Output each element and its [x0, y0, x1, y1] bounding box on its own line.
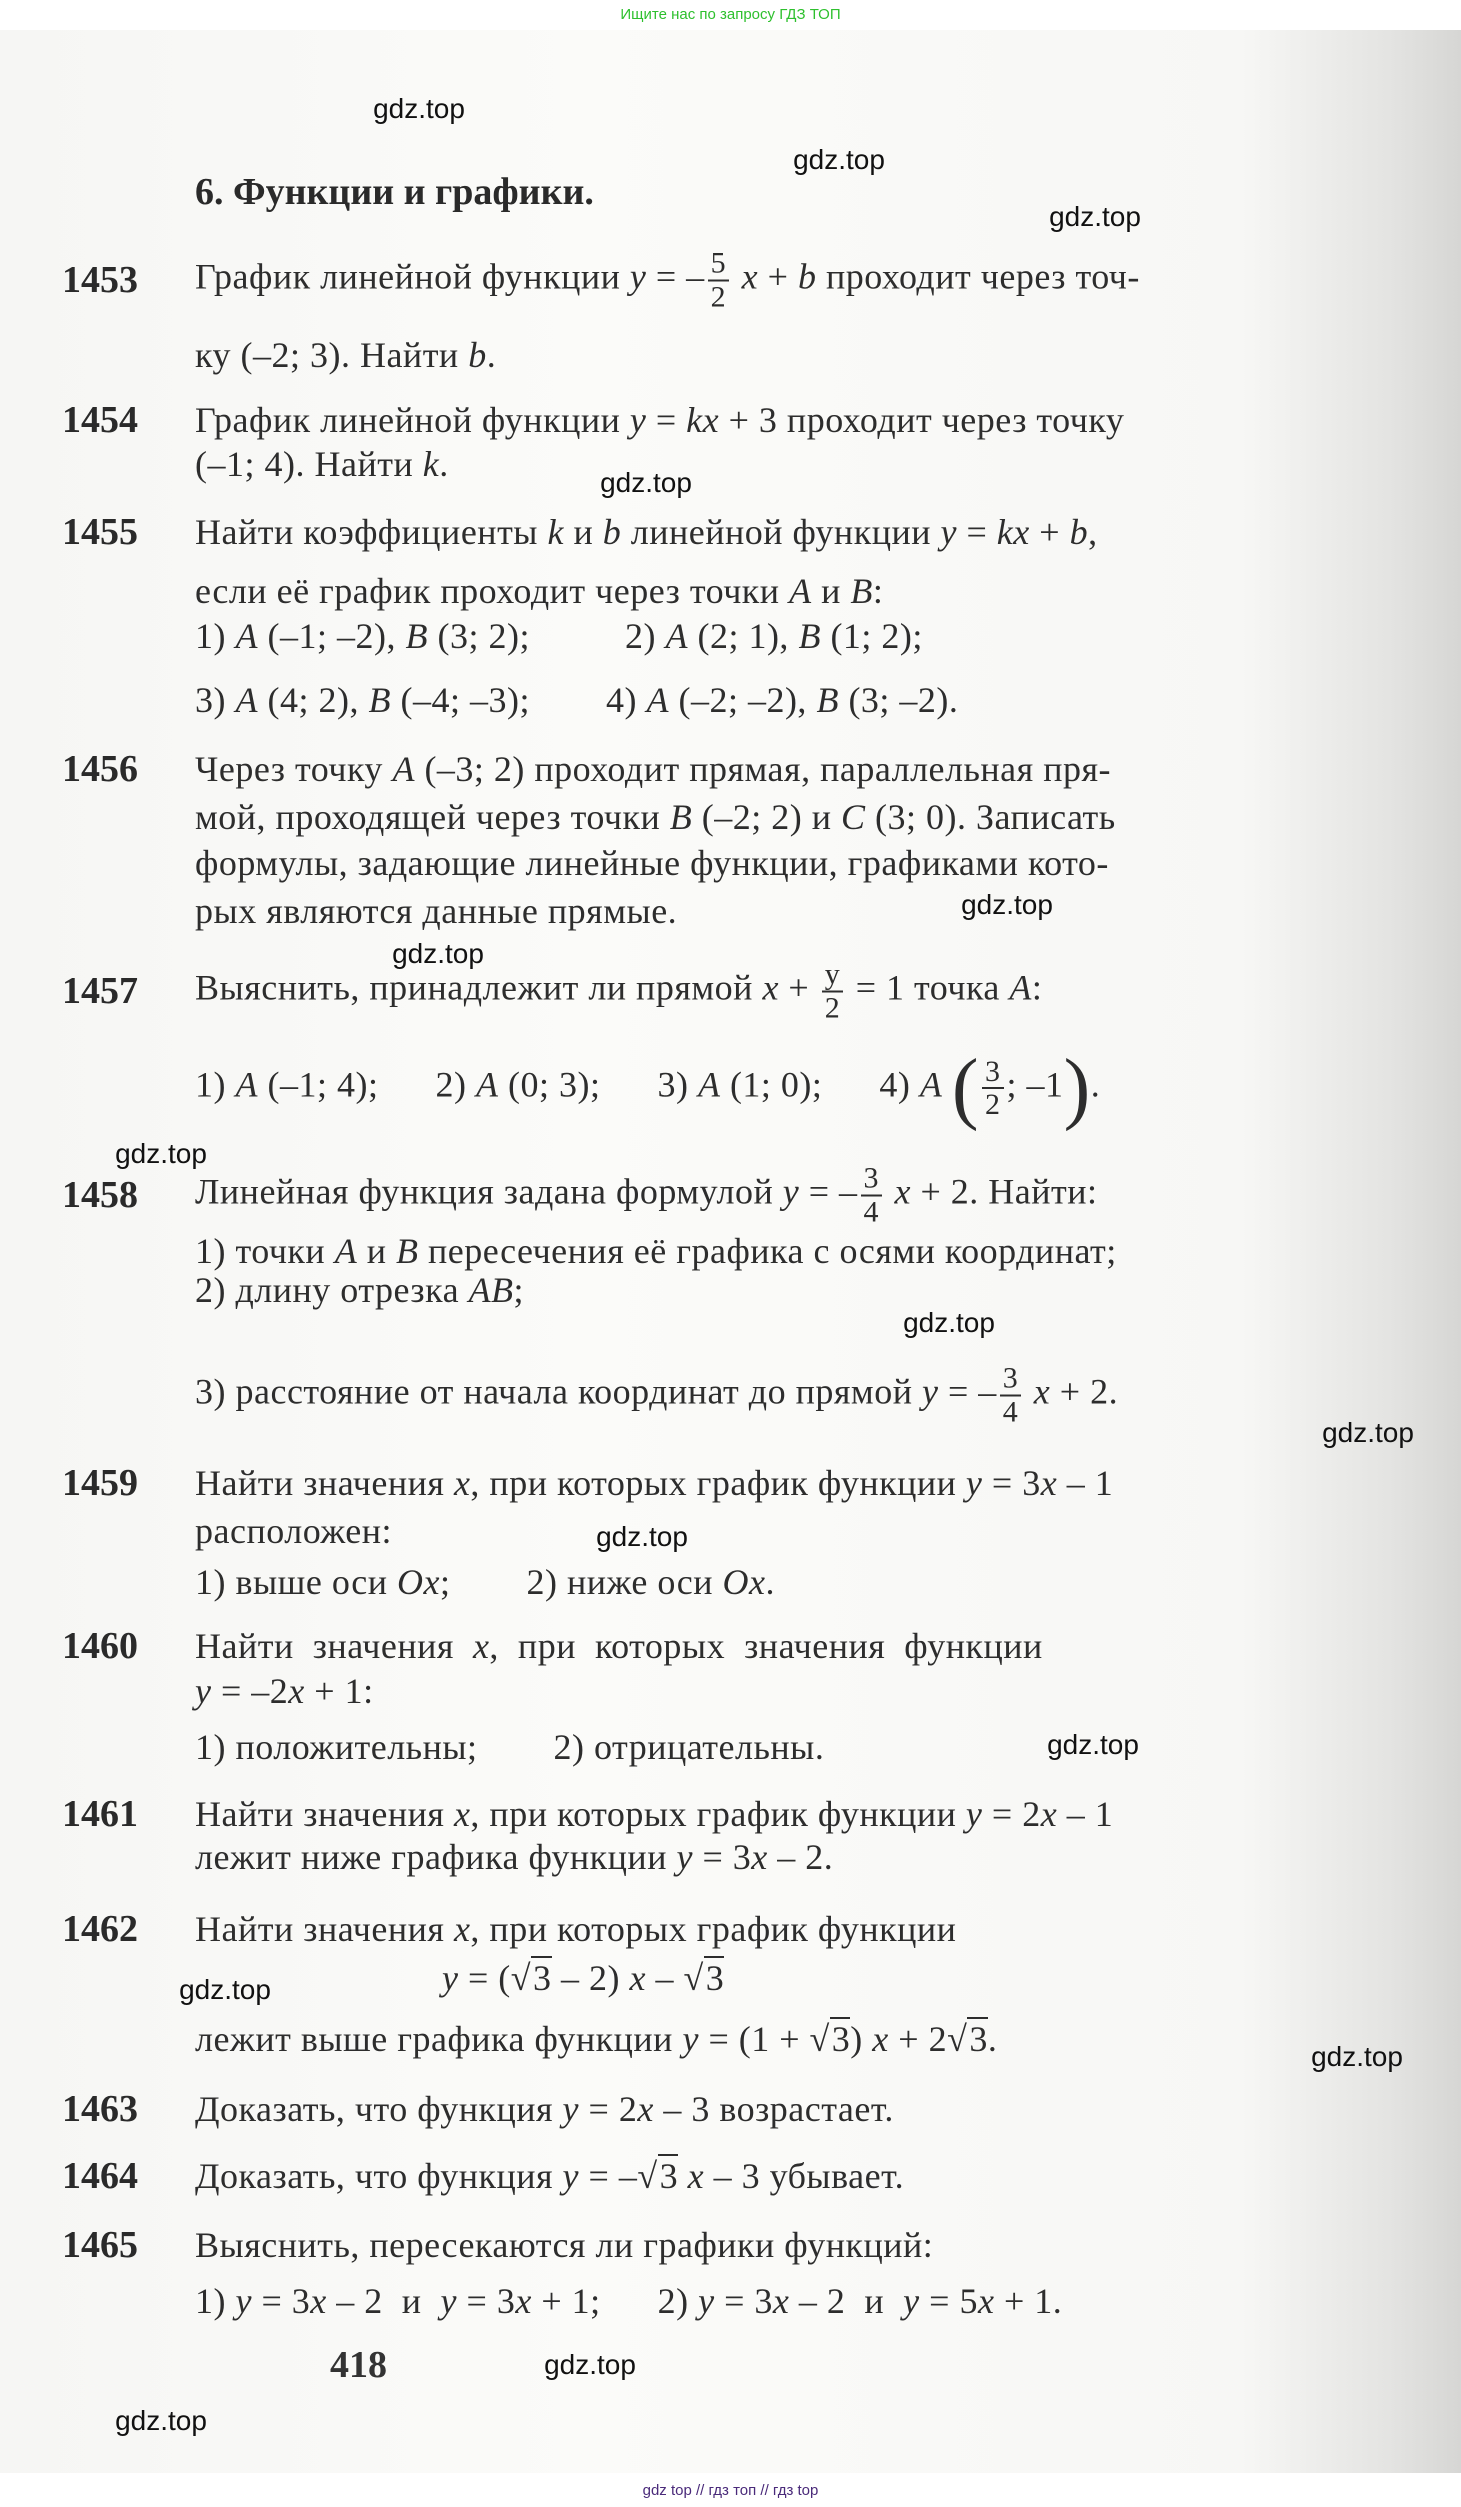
problem-text-line — [195, 443, 449, 485]
math-variable: x — [1040, 1463, 1058, 1503]
text-segment: = – — [799, 1171, 858, 1212]
watermark-text: gdz.top — [1049, 201, 1141, 232]
fraction — [982, 1056, 1004, 1121]
math-variable: x — [762, 967, 779, 1008]
problem-text-line — [195, 959, 1042, 1024]
text-segment: = – — [646, 256, 705, 297]
text-segment: Найти значения — [195, 1794, 454, 1834]
math-variable: y — [782, 1171, 800, 1212]
problem-text-line — [195, 615, 923, 657]
math-variable: b — [1069, 512, 1089, 552]
math-variable: y — [440, 2281, 458, 2321]
text-segment: Доказать, что функция — [195, 2089, 563, 2129]
problem-text-line — [195, 1269, 524, 1311]
sqrt-radicand: 3 — [705, 1958, 725, 1998]
watermark-text: gdz.top — [596, 1521, 688, 1552]
watermark-text: gdz.top — [115, 1138, 207, 1169]
fraction-numerator: 3 — [861, 1163, 883, 1197]
math-variable: b — [468, 335, 487, 375]
text-segment: (1; 2); — [820, 616, 923, 656]
text-segment: . — [987, 2019, 998, 2059]
text-segment: + 2√ — [888, 2019, 968, 2059]
math-variable: x — [751, 1837, 768, 1877]
fraction-denominator: 2 — [824, 991, 841, 1024]
text-segment: График линейной функции — [195, 400, 630, 440]
problem-text-line — [195, 1044, 1101, 1132]
problem-number: 1461 — [62, 1793, 138, 1835]
math-variable: x — [629, 1958, 647, 1998]
math-variable: A — [1009, 967, 1032, 1008]
text-segment: Доказать, что функция — [195, 2156, 563, 2196]
text-segment: 1) — [195, 1064, 236, 1105]
math-variable: x — [310, 2281, 327, 2321]
math-variable: A — [235, 1064, 258, 1105]
text-segment: + 3 проходит через точку — [719, 400, 1125, 440]
text-segment: проходит через точ- — [816, 256, 1140, 297]
problem-text-line — [195, 511, 1098, 553]
problem-text-line — [195, 1670, 374, 1712]
math-variable: x — [472, 1626, 490, 1666]
text-segment: – 1 — [1057, 1463, 1114, 1503]
fraction — [1000, 1363, 1022, 1428]
problem-text-line — [195, 2280, 1062, 2322]
problem-text-line — [195, 334, 496, 376]
math-variable: Ox — [397, 1562, 440, 1602]
text-segment: мой, проходящей через точки — [195, 797, 670, 837]
math-variable: AB — [468, 1270, 514, 1310]
text-segment: , — [1088, 512, 1098, 552]
math-variable: B — [368, 680, 391, 720]
text-segment: 2) длину отрезка — [195, 1270, 469, 1310]
fraction — [861, 1163, 883, 1228]
watermark-text: gdz.top — [544, 2349, 636, 2380]
math-variable: y — [629, 400, 647, 440]
text-segment: (3; –2). — [838, 680, 959, 720]
math-variable: y — [965, 1794, 983, 1834]
problem-text-line — [195, 248, 1140, 313]
math-variable: x — [977, 2281, 995, 2321]
problem-text-line — [195, 2018, 997, 2060]
problem-text-line — [195, 1230, 1117, 1272]
math-variable: B — [816, 680, 839, 720]
text-segment: рых являются данные прямые. — [195, 891, 678, 931]
text-segment: и — [811, 571, 851, 611]
text-segment: + 1; 2) — [531, 2281, 699, 2321]
text-segment: если её график проходит через точки — [195, 571, 790, 611]
fraction-denominator: 2 — [985, 1088, 1001, 1121]
math-variable: C — [841, 797, 866, 837]
text-segment: (0; 3); 3) — [498, 1064, 698, 1105]
problem-text-line — [195, 1561, 775, 1603]
text-segment: . — [765, 1562, 776, 1602]
text-segment: ; — [513, 1270, 525, 1310]
text-segment: (–2; –2), — [668, 680, 817, 720]
text-segment: График линейной функции — [195, 256, 630, 297]
text-segment — [1024, 1371, 1034, 1411]
fraction-numerator: 3 — [1000, 1363, 1022, 1397]
watermark-text: gdz.top — [1322, 1417, 1414, 1448]
sqrt-radicand: 3 — [659, 2156, 679, 2196]
math-variable: y — [682, 2019, 699, 2059]
math-variable: A — [665, 616, 688, 656]
watermark-text: gdz.top — [373, 93, 465, 124]
text-segment: (1; 0); 4) — [720, 1064, 920, 1105]
problem-text-line — [195, 1510, 392, 1552]
text-segment: – 3 убывает. — [704, 2156, 905, 2196]
text-segment: (–4; –3); 4) — [390, 680, 647, 720]
text-segment: – 1 — [1057, 1794, 1114, 1834]
watermark-text: gdz.top — [600, 467, 692, 498]
sqrt-radicand: 3 — [533, 1958, 552, 1998]
math-variable: A — [789, 571, 812, 611]
text-segment: 1) точки — [195, 1231, 335, 1271]
problem-number: 1453 — [62, 259, 138, 301]
text-segment: 3) — [195, 680, 236, 720]
problem-number: 1462 — [62, 1908, 138, 1950]
fraction — [708, 248, 730, 313]
math-variable: x — [637, 2089, 654, 2129]
problem-text-line — [195, 1462, 1113, 1504]
problem-text-line — [195, 2088, 894, 2130]
text-segment: + 2. Найти: — [911, 1171, 1098, 1212]
math-variable: x — [687, 2156, 705, 2196]
problem-text-line — [195, 1625, 1043, 1667]
math-variable: B — [405, 616, 428, 656]
math-variable: y — [562, 2156, 580, 2196]
text-segment: = 3 — [714, 2281, 773, 2321]
text-segment: (–3; 2) проходит прямая, параллельная пря- — [414, 749, 1112, 789]
text-segment: Через точку — [195, 749, 393, 789]
text-segment: расположен: — [195, 1511, 392, 1551]
problem-text-line — [195, 399, 1124, 441]
text-segment: = –√ — [579, 2156, 658, 2196]
problem-number: 1464 — [62, 2155, 138, 2197]
text-segment: 1) — [195, 2281, 236, 2321]
text-segment: (–2; 2) и — [692, 797, 842, 837]
text-segment: , при которых график функции — [470, 1909, 957, 1949]
text-segment: = –2 — [211, 1671, 289, 1711]
math-variable: x — [453, 1909, 471, 1949]
watermark-text: gdz.top — [793, 144, 885, 175]
text-segment: (3; 0). Записать — [865, 797, 1116, 837]
watermark-text: gdz.top — [961, 889, 1053, 920]
text-segment: : — [872, 571, 884, 611]
problem-number: 1457 — [62, 970, 138, 1012]
text-segment: = 1 точка — [846, 967, 1010, 1008]
math-variable: A — [697, 1064, 721, 1105]
text-segment: = 3 — [457, 2281, 516, 2321]
problem-text-line — [195, 796, 1116, 838]
problem-number: 1454 — [62, 399, 138, 441]
math-variable: b — [602, 512, 622, 552]
text-segment — [942, 1064, 952, 1104]
text-segment: = 2 — [579, 2089, 638, 2129]
text-segment: – 2) — [551, 1958, 630, 1998]
math-variable: A — [646, 680, 669, 720]
math-variable: y — [903, 2281, 920, 2321]
text-segment: и — [563, 512, 603, 552]
text-segment: ; –1 — [1006, 1064, 1064, 1105]
text-segment: – √ — [646, 1958, 704, 1998]
problem-text-line — [195, 1793, 1113, 1835]
fraction-numerator: y — [822, 959, 844, 993]
fraction-denominator: 4 — [863, 1195, 880, 1228]
math-variable: y — [629, 256, 647, 297]
math-variable: A — [392, 749, 415, 789]
text-segment — [732, 256, 742, 296]
text-segment: (–1; 4); 2) — [258, 1064, 476, 1105]
math-variable: y — [195, 1671, 212, 1711]
text-segment: лежит выше графика функции — [195, 2019, 683, 2059]
text-segment: , при которых график функции — [470, 1794, 966, 1834]
text-segment: лежит ниже графика функции — [195, 1837, 677, 1877]
text-segment: (–1; 4). Найти — [195, 444, 423, 484]
text-segment: (4; 2), — [258, 680, 369, 720]
text-segment: Выяснить, принадлежит ли прямой — [195, 967, 763, 1008]
sqrt-radicand: 3 — [831, 2019, 851, 2059]
text-segment: = – — [938, 1371, 997, 1412]
problem-text-line — [195, 1163, 1098, 1228]
text-segment: + 1: — [304, 1671, 374, 1711]
problem-text-line — [195, 890, 677, 932]
text-segment: = 2 — [982, 1794, 1041, 1834]
math-variable: x — [872, 2019, 889, 2059]
text-segment: + — [1029, 512, 1070, 552]
problem-text-line — [195, 2155, 904, 2197]
math-variable: x — [894, 1171, 911, 1212]
text-segment: – 2 и — [789, 2281, 904, 2321]
math-variable: y — [676, 1837, 693, 1877]
math-variable: y — [921, 1371, 939, 1412]
footer-links[interactable]: gdz top // гдз топ // гдз top — [0, 2475, 1461, 2507]
section-title: 6. Функции и графики. — [195, 171, 594, 213]
text-segment: пересечения её графика с осями координат; — [418, 1231, 1117, 1271]
text-segment: Найти значения — [195, 1463, 454, 1503]
text-segment — [678, 2156, 688, 2196]
math-variable: B — [669, 797, 693, 837]
text-segment: = 5 — [919, 2281, 978, 2321]
text-segment: Найти значения — [195, 1909, 454, 1949]
watermark-text: gdz.top — [903, 1307, 995, 1338]
text-segment: – 2. — [767, 1837, 834, 1877]
text-segment: Найти коэффициенты — [195, 512, 548, 552]
text-segment: Найти значения — [195, 1626, 473, 1666]
problem-text-line — [195, 570, 883, 612]
fraction — [822, 959, 844, 1024]
math-variable: kx — [996, 512, 1030, 552]
text-segment: ; 2) ниже оси — [440, 1562, 723, 1602]
math-variable: x — [741, 256, 759, 297]
large-parenthesis: ( — [951, 1044, 980, 1132]
problem-number: 1455 — [62, 511, 138, 553]
text-segment: . — [1090, 1064, 1101, 1105]
math-variable: Ox — [722, 1562, 766, 1602]
math-variable: b — [797, 256, 817, 297]
text-segment: = 3 — [251, 2281, 311, 2321]
text-segment: (3; 2); 2) — [427, 616, 666, 656]
watermark-text: gdz.top — [115, 2405, 207, 2436]
math-variable: A — [475, 1064, 499, 1105]
math-variable: kx — [686, 400, 720, 440]
text-segment: + 1. — [994, 2281, 1063, 2321]
text-segment: 1) положительны; 2) отрицательны. — [195, 1727, 825, 1767]
text-segment: . — [486, 335, 497, 375]
page-number: 418 — [330, 2344, 387, 2386]
problem-text-line — [195, 679, 958, 721]
math-variable: y — [965, 1463, 983, 1503]
text-segment: , при которых график функции — [470, 1463, 966, 1503]
fraction-numerator: 3 — [982, 1056, 1004, 1090]
math-variable: x — [772, 2281, 790, 2321]
watermark-text: gdz.top — [179, 1974, 271, 2005]
text-segment: Линейная функция задана формулой — [195, 1171, 783, 1212]
math-variable: y — [698, 2281, 715, 2321]
large-parenthesis: ) — [1063, 1044, 1091, 1132]
text-segment: 1) — [195, 616, 236, 656]
math-variable: x — [453, 1794, 471, 1834]
text-segment — [885, 1171, 895, 1211]
math-variable: B — [798, 616, 821, 656]
problem-text-line — [195, 1836, 833, 1878]
textbook-page — [0, 30, 1461, 2473]
math-variable: y — [562, 2089, 580, 2129]
text-segment: – 2 и — [326, 2281, 441, 2321]
text-segment: линейной функции — [621, 512, 941, 552]
problem-number: 1459 — [62, 1462, 138, 1504]
problem-number: 1460 — [62, 1625, 138, 1667]
math-variable: A — [334, 1231, 358, 1271]
text-segment: = (1 + √ — [698, 2019, 830, 2059]
top-banner: Ищите нас по запросу ГДЗ ТОП — [0, 0, 1461, 30]
math-variable: x — [515, 2281, 532, 2321]
problem-text-line — [195, 2224, 933, 2266]
text-segment: + — [758, 256, 798, 297]
problem-number: 1465 — [62, 2224, 138, 2266]
problem-text-line — [195, 1908, 956, 1950]
text-segment: ку (–2; 3). Найти — [195, 335, 469, 375]
math-variable: A — [235, 616, 258, 656]
text-segment: Выяснить, пересекаются ли графики функций: — [195, 2225, 934, 2265]
math-variable: B — [850, 571, 873, 611]
problem-number: 1463 — [62, 2088, 138, 2130]
fraction-denominator: 4 — [1002, 1395, 1019, 1428]
text-segment: + 2. — [1050, 1371, 1119, 1412]
math-variable: k — [547, 512, 564, 552]
text-segment: = 3 — [692, 1837, 752, 1877]
text-segment: 1) выше оси — [195, 1562, 398, 1602]
sqrt-radicand: 3 — [969, 2019, 988, 2059]
problem-number: 1456 — [62, 748, 138, 790]
text-segment: : — [1031, 967, 1043, 1008]
problem-text-line — [195, 842, 1109, 884]
math-variable: A — [235, 680, 258, 720]
problem-text-line — [195, 1726, 824, 1768]
text-segment: = 3 — [982, 1463, 1041, 1503]
problem-text-line — [195, 748, 1111, 790]
text-segment: 3) расстояние от начала координат до прямой — [195, 1371, 922, 1412]
text-segment: (2; 1), — [687, 616, 799, 656]
text-segment: и — [357, 1231, 396, 1271]
math-variable: x — [288, 1671, 305, 1711]
watermark-text: gdz.top — [1311, 2041, 1403, 2072]
text-segment: = — [956, 512, 997, 552]
text-segment: = — [646, 400, 687, 440]
text-segment: . — [439, 444, 449, 484]
text-segment: = (√ — [458, 1958, 532, 1998]
text-segment: (–1; –2), — [258, 616, 406, 656]
math-variable: B — [395, 1231, 419, 1271]
text-segment: + — [778, 967, 819, 1008]
watermark-text: gdz.top — [392, 938, 484, 969]
text-segment: – 3 возрастает. — [653, 2089, 894, 2129]
problem-text-line — [195, 1363, 1118, 1428]
fraction-numerator: 5 — [708, 248, 730, 282]
problem-text-line — [195, 1957, 724, 1999]
math-variable: A — [919, 1064, 943, 1105]
text-segment: формулы, задающие линейные функции, графиками кото- — [195, 843, 1109, 883]
math-variable: y — [940, 512, 957, 552]
math-variable: x — [1040, 1794, 1058, 1834]
math-variable: x — [453, 1463, 471, 1503]
text-segment: ) — [850, 2019, 873, 2059]
math-variable: x — [1033, 1371, 1051, 1412]
watermark-text: gdz.top — [1047, 1729, 1139, 1760]
problem-number: 1458 — [62, 1174, 138, 1216]
text-segment: , при которых значения функции — [489, 1626, 1043, 1666]
math-variable: k — [422, 444, 440, 484]
math-variable: y — [442, 1958, 459, 1998]
fraction-denominator: 2 — [710, 280, 727, 313]
math-variable: y — [235, 2281, 252, 2321]
